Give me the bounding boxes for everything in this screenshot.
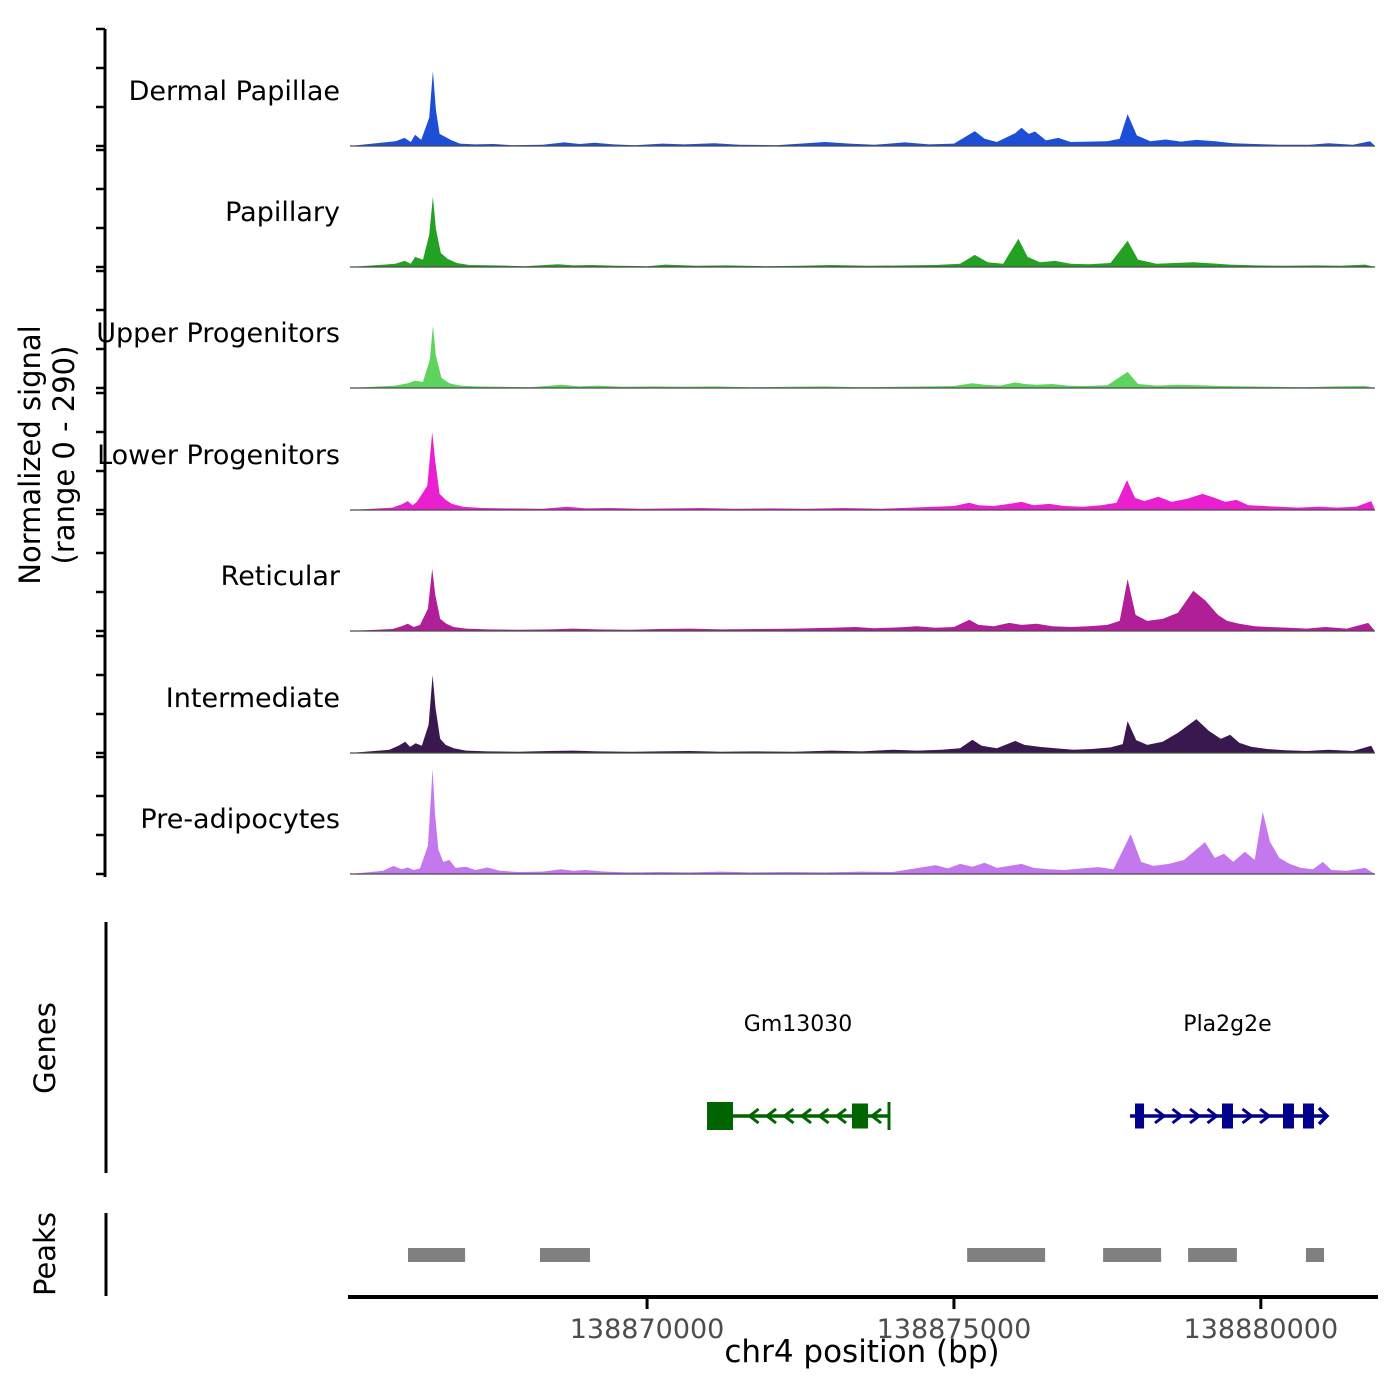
gene-exon <box>1222 1104 1233 1129</box>
signal-area-papillary <box>350 197 1375 267</box>
peak-interval <box>1306 1248 1324 1262</box>
track-label-papillary: Papillary <box>225 197 340 228</box>
genes-section <box>28 922 1327 1173</box>
peaks-section-label: Peaks <box>28 1212 62 1296</box>
gene-gm13030 <box>707 1012 889 1130</box>
peak-interval <box>540 1248 590 1262</box>
signal-area-reticular <box>350 569 1375 631</box>
signal-area-upper-progenitors <box>350 326 1375 388</box>
signal-area-dermal-papillae <box>350 71 1375 146</box>
track-label-lower-progenitors: Lower Progenitors <box>97 440 340 471</box>
y-axis-label-line2: (range 0 - 290) <box>47 345 81 565</box>
gene-pla2g2e <box>1130 1012 1327 1129</box>
y-axis-label-line1: Normalized signal <box>13 325 47 585</box>
x-axis-tick-label: 138870000 <box>569 1314 725 1345</box>
track-upper-progenitors <box>96 318 1375 388</box>
gene-exon <box>707 1102 733 1130</box>
track-intermediate <box>166 675 1375 753</box>
track-reticular <box>221 561 1375 631</box>
signal-area-pre-adipocytes <box>350 769 1375 874</box>
genes-section-label: Genes <box>28 1002 62 1094</box>
gene-exon <box>852 1104 868 1129</box>
genes-group <box>707 1012 1327 1130</box>
track-pre-adipocytes <box>140 769 1375 874</box>
peaks-section <box>28 1212 1324 1296</box>
gene-label-gm13030: Gm13030 <box>743 1012 853 1037</box>
x-axis-tick-label: 138880000 <box>1183 1314 1339 1345</box>
track-label-intermediate: Intermediate <box>165 683 340 714</box>
signal-area-intermediate <box>350 675 1375 753</box>
x-axis-tick-label: 138875000 <box>876 1314 1032 1345</box>
peaks-group <box>408 1248 1324 1262</box>
track-papillary <box>225 197 1375 267</box>
track-label-upper-progenitors: Upper Progenitors <box>96 318 340 349</box>
peak-interval <box>1188 1248 1237 1262</box>
track-lower-progenitors <box>97 432 1375 510</box>
x-axis <box>348 1297 1378 1370</box>
track-label-dermal-papillae: Dermal Papillae <box>128 76 340 107</box>
peak-interval <box>408 1248 465 1262</box>
signal-area-lower-progenitors <box>350 432 1375 510</box>
peak-interval <box>1103 1248 1161 1262</box>
signal-tracks-group <box>96 71 1375 874</box>
gene-exon <box>1135 1104 1144 1129</box>
gene-exon <box>1303 1104 1314 1129</box>
track-label-pre-adipocytes: Pre-adipocytes <box>140 804 340 835</box>
peak-interval <box>967 1248 1045 1262</box>
gene-exon <box>1283 1104 1294 1129</box>
track-dermal-papillae <box>129 71 1375 146</box>
track-label-reticular: Reticular <box>220 561 340 592</box>
x-axis-title: chr4 position (bp) <box>724 1334 1000 1370</box>
gene-label-pla2g2e: Pla2g2e <box>1183 1012 1272 1037</box>
